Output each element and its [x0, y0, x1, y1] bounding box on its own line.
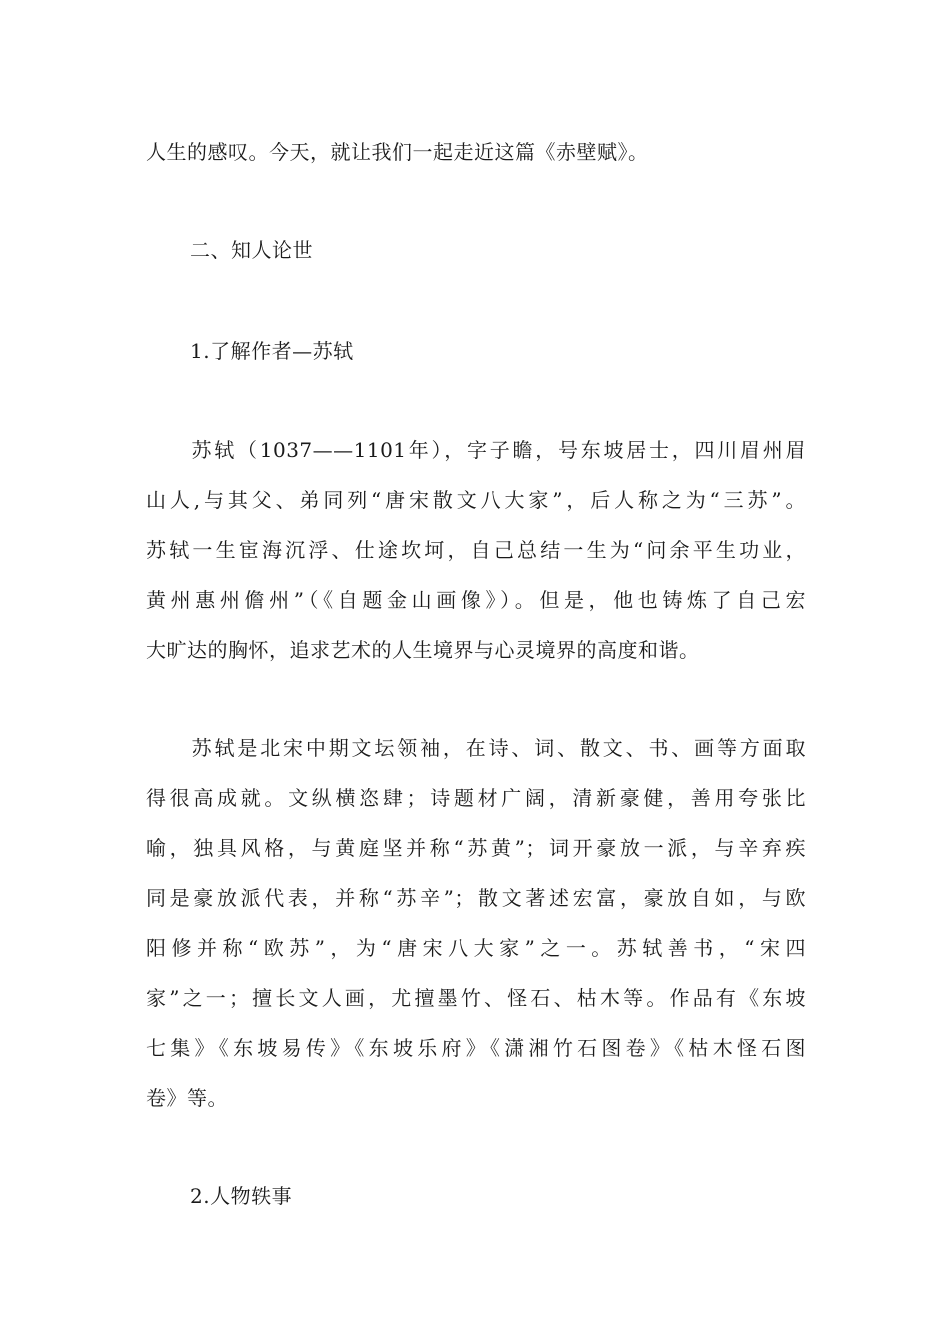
paragraph-line: 喻，独具风格，与黄庭坚并称“苏黄”；词开豪放一派，与辛弃疾: [146, 836, 806, 860]
paragraph-line: 卷》等。: [146, 1086, 228, 1110]
paragraph-line: 山人,与其父、弟同列“唐宋散文八大家”，后人称之为“三苏”。: [146, 488, 806, 512]
paragraph-line: 苏轼（1037——1101年），字子瞻，号东坡居士，四川眉州眉: [146, 438, 806, 462]
sub-heading-author: 1.了解作者—苏轼: [190, 339, 354, 363]
paragraph-line: 同是豪放派代表，并称“苏辛”；散文著述宏富，豪放自如，与欧: [146, 886, 806, 910]
paragraph-line: 家”之一；擅长文人画，尤擅墨竹、怪石、枯木等。作品有《东坡: [146, 986, 806, 1010]
section-heading: 二、知人论世: [190, 238, 313, 262]
paragraph-line: 大旷达的胸怀，追求艺术的人生境界与心灵境界的高度和谐。: [146, 638, 700, 662]
paragraph-line: 七集》《东坡易传》《东坡乐府》《潇湘竹石图卷》《枯木怪石图: [146, 1036, 806, 1060]
paragraph-line: 得很高成就。文纵横恣肆；诗题材广阔，清新豪健，善用夸张比: [146, 786, 806, 810]
paragraph-line: 阳修并称“欧苏”，为“唐宋八大家”之一。苏轼善书，“宋四: [146, 936, 806, 960]
paragraph-line: 黄州惠州儋州”（《自题金山画像》）。但是，他也铸炼了自己宏: [146, 588, 806, 612]
paragraph-line: 苏轼一生宦海沉浮、仕途坎坷，自己总结一生为“问余平生功业，: [146, 538, 806, 562]
paragraph-line: 苏轼是北宋中期文坛领袖，在诗、词、散文、书、画等方面取: [146, 736, 806, 760]
intro-line: 人生的感叹。今天，就让我们一起走近这篇《赤壁赋》。: [146, 140, 649, 164]
sub-heading-anecdotes: 2.人物轶事: [190, 1184, 293, 1208]
